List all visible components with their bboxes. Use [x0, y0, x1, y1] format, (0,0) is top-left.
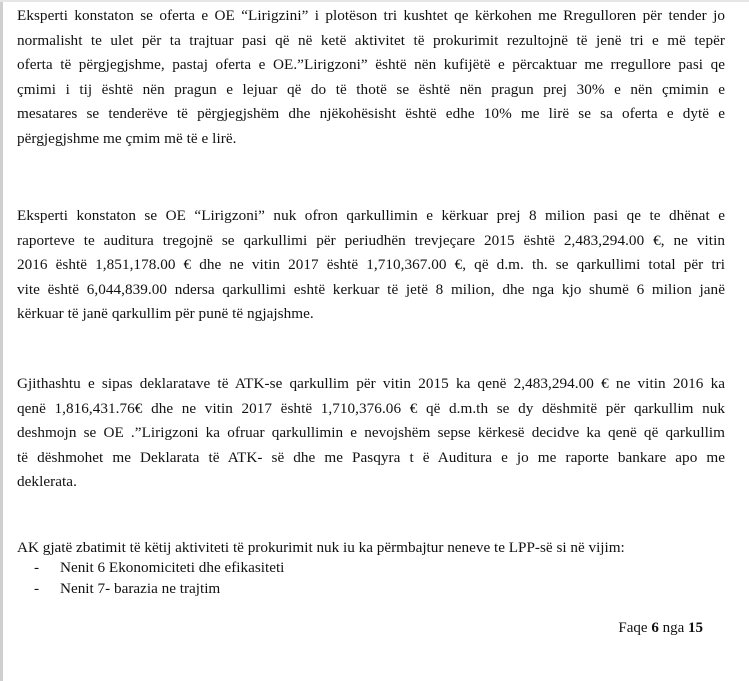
- text-line: Eksperti konstaton se OE “Lirigzoni” nuk ofron qarkullimin e kërkuar prej 8 milion pasi qe te dhënat e: [17, 207, 725, 224]
- paragraph-turnover-reports: [17, 204, 725, 327]
- text-line: Gjithashtu e sipas deklaratave të ATK-se qarkullim për vitin 2015 ka qenë 2,483,294.00 € ne vitin 2016 ka: [17, 375, 725, 392]
- list-bullet: -: [34, 579, 40, 597]
- paragraph-offer-assessment: [17, 4, 725, 152]
- text-line: Eksperti konstaton se oferta e OE “Lirigzini” i plotëson tri kushtet qe kërkohen me Rregulloren për tender jo: [17, 7, 725, 24]
- text-line: 2016 është 1,851,178.00 € dhe ne vitin 2017 është 1,710,367.00 €, që d.m. th. se qarkullimi total për tri: [17, 256, 725, 274]
- page-separator: nga: [658, 620, 688, 636]
- text-line: raporteve te auditura tregojnë se qarkullimi për periudhën trevjeçare 2015 është 2,483,294.00 €, ne vitin: [17, 231, 725, 249]
- text-line: përgjegjshme me çmim më të e lirë.: [17, 129, 237, 147]
- paragraph-violations-intro: AK gjatë zbatimit të këtij aktiviteti të prokurimit nuk iu ka përmbajtur neneve te LPP-së si në vijim:: [17, 539, 625, 556]
- scan-edge-top: [0, 0, 749, 2]
- text-line: deklerata.: [17, 473, 77, 491]
- text-line: qenë 1,816,431.76€ dhe ne vitin 2017 është 1,710,376.06 € që d.m.th se dy dëshmitë për qarkullim nuk: [17, 399, 725, 417]
- page-number-footer: [618, 618, 703, 638]
- list-bullet: -: [34, 559, 40, 576]
- current-page-number: 6: [651, 620, 659, 636]
- text-line: normalisht te ulet për ta trajtuar pasi që në ketë aktivitet të prokurimit rezultojnë të jenë tri e më tepër: [17, 31, 725, 49]
- text-line: të dëshmohet me Deklarata të ATK- së dhe me Pasqyra t ë Auditura e jo me raporte bankare apo me: [17, 448, 725, 466]
- text-line: oferta të përgjegjshme, pastaj oferta e OE.”Lirigzoni” është nën kufijëtë e përcaktuar me rregullore pasi qe: [17, 56, 725, 74]
- list-item-text: Nenit 6 Ekonomiciteti dhe efikasiteti: [60, 559, 285, 576]
- text-line: kërkuar të janë qarkullim për punë të ngjajshme.: [17, 305, 314, 323]
- scan-edge-left: [0, 0, 3, 681]
- list-item-text: Nenit 7- barazia ne trajtim: [60, 579, 221, 597]
- total-pages-number: 15: [688, 620, 703, 636]
- text-line: çmimi i tij është nën pragun e lejuar që do të thotë se është nën pragun prej 30% e nën çmimin e: [17, 80, 725, 98]
- text-line: vite është 6,044,839.00 ndersa qarkullimi eshtë kerkuar të jetë 8 milion, dhe nga kjo shumë 6 milion janë: [17, 280, 725, 298]
- text-line: mesatares se tenderëve të përgjegjshëm dhe njëkohësisht është edhe 10% me lirë se sa oferta e dytë e: [17, 105, 725, 123]
- page-label: Faqe: [618, 620, 652, 636]
- list-item: [34, 558, 284, 579]
- violated-articles-list: [34, 558, 284, 599]
- list-item: [34, 579, 284, 600]
- text-line: deshmojn se OE .”Lirigzoni ka ofruar qarkullimin e nevojshëm sepse kërkesë decidve ka qenë që qarkullim: [17, 424, 725, 442]
- paragraph-tax-declarations: [17, 372, 725, 495]
